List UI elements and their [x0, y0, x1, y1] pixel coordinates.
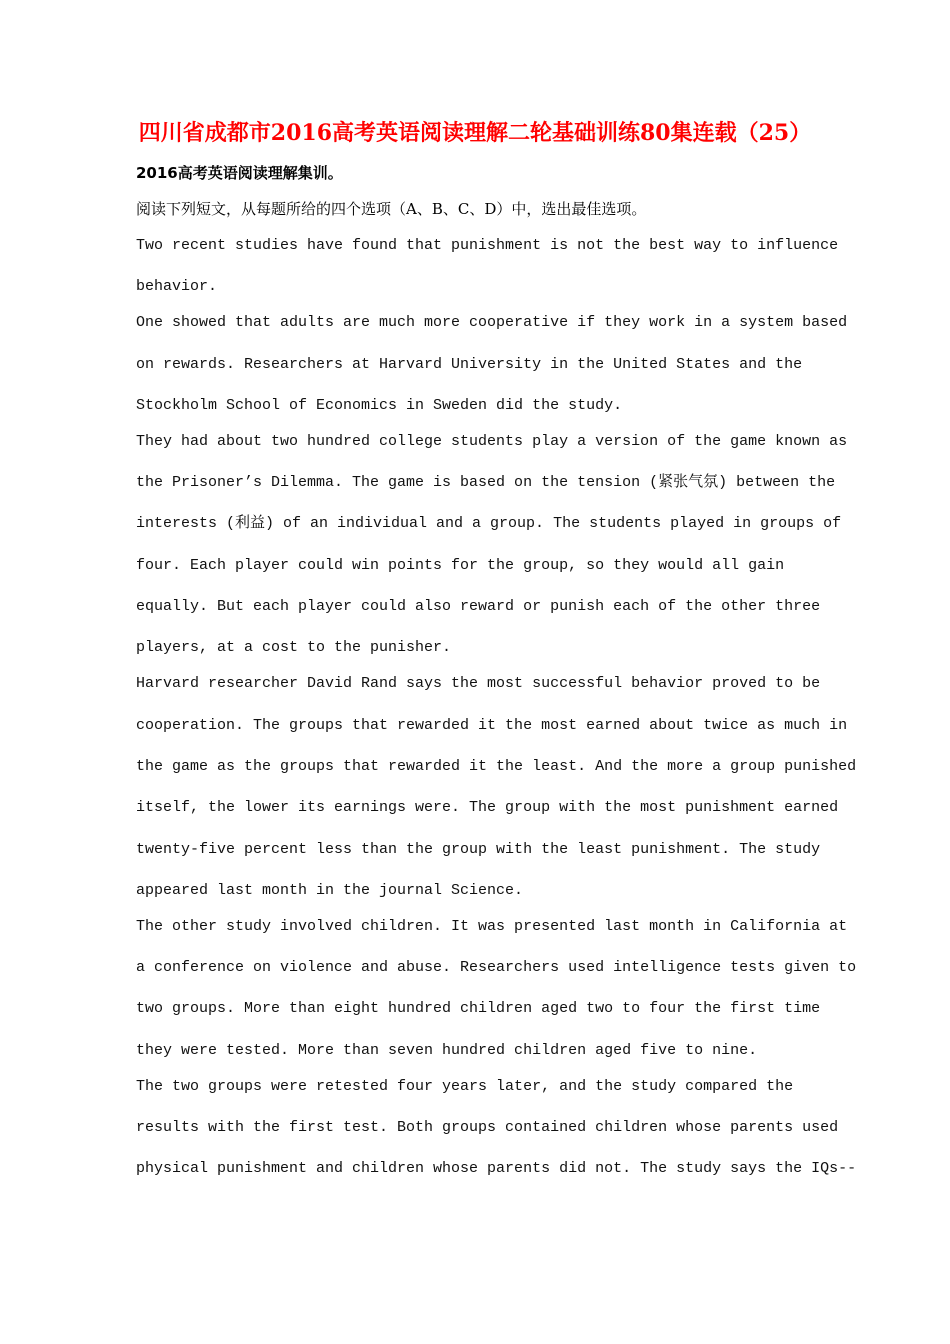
paragraph-line: appeared last month in the journal Science. — [136, 881, 524, 899]
passage-paragraph — [136, 306, 848, 425]
passage-paragraph — [136, 1070, 857, 1189]
paragraph-line: The two groups were retested four years later, and the study compared the — [136, 1077, 794, 1095]
paragraph-line: twenty-five percent less than the group with the least punishment. The study — [136, 840, 821, 858]
passage-paragraph — [136, 229, 839, 306]
paragraph-line: The other study involved children. It was presented last month in California at — [136, 917, 848, 935]
paragraph-line: behavior. — [136, 278, 218, 296]
passage-paragraph — [136, 910, 857, 1070]
paragraph-line: on rewards. Researchers at Harvard University in the United States and the — [136, 355, 803, 373]
paragraph-line: physical punishment and children whose parents did not. The study says the IQs-- — [136, 1160, 857, 1178]
paragraph-line: itself, the lower its earnings were. The group with the most punishment earned — [136, 799, 839, 817]
passage-paragraph — [136, 425, 848, 667]
paragraph-line: They had about two hundred college students play a version of the game known as — [136, 432, 848, 450]
paragraph-line: Harvard researcher David Rand says the most successful behavior proved to be — [136, 675, 821, 693]
paragraph-line: Stockholm School of Economics in Sweden did the study. — [136, 396, 623, 414]
paragraph-line: two groups. More than eight hundred children aged two to four the first time — [136, 1000, 821, 1018]
document-subtitle: 2016高考英语阅读理解集训。 — [136, 164, 343, 182]
paragraph-line: cooperation. The groups that rewarded it the most earned about twice as much in — [136, 716, 848, 734]
paragraph-line: four. Each player could win points for the group, so they would all gain — [136, 556, 785, 574]
paragraph-line: players, at a cost to the punisher. — [136, 639, 452, 657]
paragraph-line: they were tested. More than seven hundred children aged five to nine. — [136, 1041, 758, 1059]
paragraph-line: results with the first test. Both groups contained children whose parents used — [136, 1119, 839, 1137]
paragraph-line: interests (利益) of an individual and a group. The students played in groups of — [136, 515, 842, 533]
paragraph-line: the Prisoner’s Dilemma. The game is based on the tension (紧张气氛) between the — [136, 474, 836, 492]
paragraph-line: the game as the groups that rewarded it the least. And the more a group punished — [136, 757, 857, 775]
document-title: 四川省成都市2016高考英语阅读理解二轮基础训练80集连载（25） — [138, 120, 812, 146]
paragraph-line: equally. But each player could also reward or punish each of the other three — [136, 598, 821, 616]
paragraph-line: One showed that adults are much more cooperative if they work in a system based — [136, 314, 848, 332]
reading-instruction: 阅读下列短文，从每题所给的四个选项（A、B、C、D）中，选出最佳选项。 — [136, 200, 647, 218]
paragraph-line: Two recent studies have found that punishment is not the best way to influence — [136, 237, 839, 254]
reading-passage — [136, 229, 857, 1188]
passage-paragraph — [136, 667, 857, 909]
paragraph-line: a conference on violence and abuse. Researchers used intelligence tests given to — [136, 959, 857, 977]
